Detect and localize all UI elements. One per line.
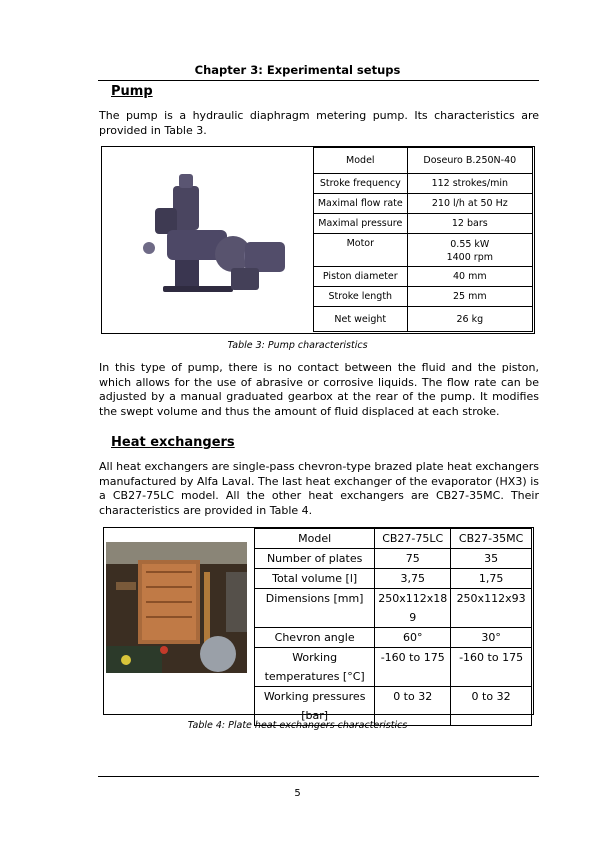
heat-exchanger-image — [106, 542, 247, 673]
dimensions-line-1: 250x112x18 — [378, 592, 448, 605]
table-row — [314, 214, 533, 234]
table-cell: -160 to 175 — [375, 648, 451, 687]
table-cell: Piston diameter — [314, 267, 408, 287]
table-cell: CB27-75LC — [375, 529, 451, 549]
table-cell — [375, 589, 451, 628]
pump-image — [135, 168, 295, 303]
table3-caption: Table 3: Pump characteristics — [227, 340, 368, 351]
table-cell: Model — [255, 529, 375, 549]
working-pressure-line-2: [bar] — [301, 709, 329, 722]
table-cell: Chevron angle — [255, 628, 375, 648]
pump-description: In this type of pump, there is no contact between the fluid and the piston, which allows for the use of abrasive or corrosive liquids. The flow rate can be adjusted by a manual graduated gearbox at the rear of the pump. It modifies the swept volume and thus the amount of fluid displaced at each stroke. — [99, 361, 539, 418]
table-row — [314, 287, 533, 307]
table-cell: 60° — [375, 628, 451, 648]
page-number: 5 — [294, 788, 301, 799]
hx-heading: Heat exchangers — [111, 435, 235, 450]
table-cell: Maximal flow rate — [314, 194, 408, 214]
table-cell: 75 — [375, 549, 451, 569]
table-cell: 210 l/h at 50 Hz — [407, 194, 532, 214]
working-temp-line-1: Working — [292, 651, 338, 664]
table-row — [255, 648, 532, 687]
table-cell: 25 mm — [407, 287, 532, 307]
hx-intro: All heat exchangers are single-pass chevron-type brazed plate heat exchangers manufactured by Alfa Laval. The last heat exchanger of the evaporator (HX3) is a CB27-75LC model. All the other heat exchangers are CB27-35MC. Their characteristics are provided in Table 4. — [99, 460, 539, 517]
table-cell: 0 to 32 — [375, 687, 451, 726]
table-cell: 12 bars — [407, 214, 532, 234]
table-row — [314, 267, 533, 287]
table-cell: Net weight — [314, 307, 408, 332]
header-rule — [98, 80, 539, 81]
table-cell: Maximal pressure — [314, 214, 408, 234]
table-row — [255, 589, 532, 628]
motor-power: 0.55 kW — [450, 239, 490, 250]
pump-intro: The pump is a hydraulic diaphragm metering pump. Its characteristics are provided in Table 3. — [99, 109, 539, 137]
table-cell: Number of plates — [255, 549, 375, 569]
table-cell: Model — [314, 148, 408, 174]
table-cell: Dimensions [mm] — [255, 589, 375, 628]
table-row — [314, 174, 533, 194]
motor-speed: 1400 rpm — [446, 252, 493, 263]
table-row — [314, 148, 533, 174]
table-cell — [407, 234, 532, 267]
hx-table — [254, 528, 532, 726]
table4-caption: Table 4: Plate heat exchangers characteristics — [187, 720, 408, 731]
table-cell: 250x112x93 — [451, 589, 532, 628]
table-row — [255, 628, 532, 648]
table-cell: 0 to 32 — [451, 687, 532, 726]
table-cell — [255, 648, 375, 687]
table-cell: -160 to 175 — [451, 648, 532, 687]
table-cell: Motor — [314, 234, 408, 267]
table-cell: Stroke frequency — [314, 174, 408, 194]
table-cell: 112 strokes/min — [407, 174, 532, 194]
table-cell: Total volume [l] — [255, 569, 375, 589]
table-cell: 35 — [451, 549, 532, 569]
footer-rule — [98, 776, 539, 777]
pump-heading: Pump — [111, 84, 153, 99]
pump-table — [313, 147, 533, 332]
table-cell: 1,75 — [451, 569, 532, 589]
table-cell: 26 kg — [407, 307, 532, 332]
dimensions-line-2: 9 — [409, 611, 417, 624]
table-row — [314, 307, 533, 332]
table-row — [255, 569, 532, 589]
table-cell: CB27-35MC — [451, 529, 532, 549]
working-temp-line-2: temperatures [°C] — [264, 670, 365, 683]
table-cell: 40 mm — [407, 267, 532, 287]
table-row — [255, 549, 532, 569]
table-cell: Stroke length — [314, 287, 408, 307]
table-row — [314, 234, 533, 267]
table-row — [255, 529, 532, 549]
table-cell: 3,75 — [375, 569, 451, 589]
table-cell: Doseuro B.250N-40 — [407, 148, 532, 174]
table-cell: 30° — [451, 628, 532, 648]
chapter-header: Chapter 3: Experimental setups — [194, 63, 401, 77]
table-row — [314, 194, 533, 214]
working-pressure-line-1: Working pressures — [263, 690, 366, 703]
